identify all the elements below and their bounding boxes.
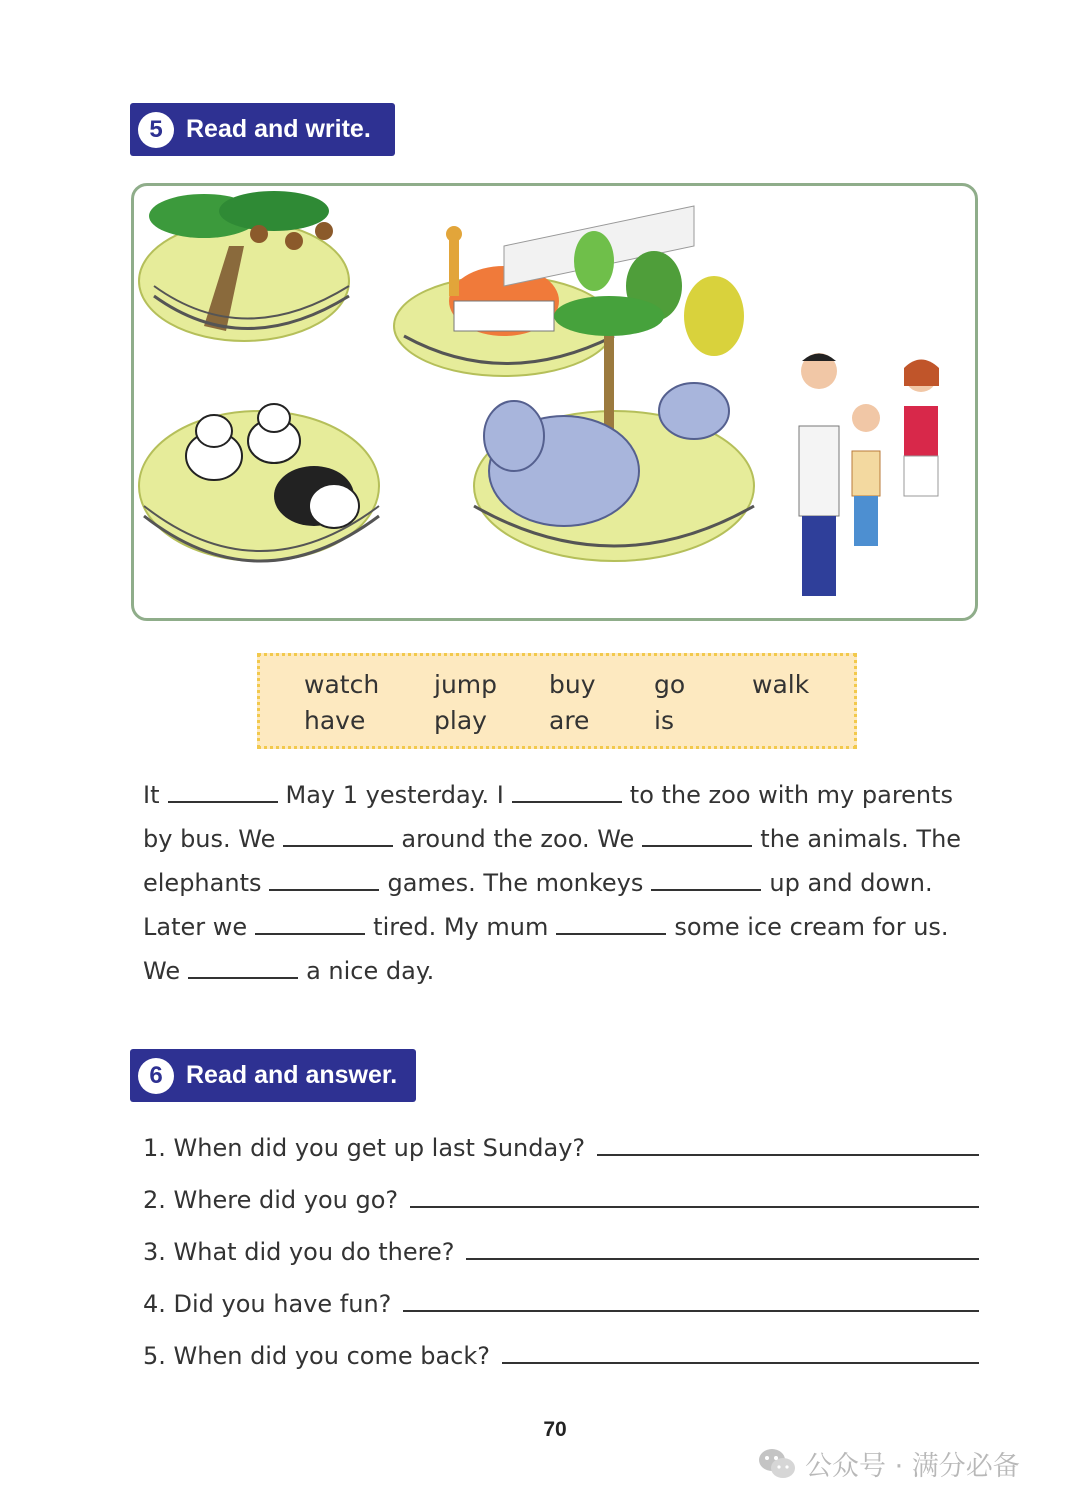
passage-text: the animals. The <box>760 825 962 853</box>
passage-text: We <box>143 957 181 985</box>
question-text: 5. When did you come back? <box>143 1342 490 1370</box>
passage-text: by bus. We <box>143 825 276 853</box>
passage-text: around the zoo. We <box>401 825 635 853</box>
word-watch: watch <box>304 670 380 699</box>
passage-text: a nice day. <box>306 957 435 985</box>
zoo-scene <box>134 186 975 618</box>
panda-enclosure <box>139 404 379 561</box>
passage-text: some ice cream for us. <box>674 913 949 941</box>
passage-line-1 <box>143 778 953 812</box>
giraffe-enclosure <box>394 206 744 376</box>
family-figures <box>799 353 939 596</box>
passage-line-5 <box>143 954 434 988</box>
question-text: 2. Where did you go? <box>143 1186 399 1214</box>
passage-text: to the zoo with my parents <box>629 781 954 809</box>
watermark-text: 公众号 · 满分必备 <box>805 1451 1020 1482</box>
monkey-enclosure <box>139 191 349 341</box>
passage-text: tired. My mum <box>373 913 549 941</box>
passage-line-3 <box>143 866 933 900</box>
answer-line[interactable] <box>466 1258 979 1260</box>
word-buy: buy <box>549 670 596 699</box>
word-are: are <box>549 706 590 735</box>
wechat-icon <box>757 1447 797 1481</box>
question-5 <box>143 1336 979 1370</box>
word-walk: walk <box>752 670 810 699</box>
answer-blank[interactable] <box>283 823 393 847</box>
passage-text: up and down. <box>769 869 933 897</box>
section-number: 6 <box>138 1058 174 1094</box>
answer-line[interactable] <box>403 1310 979 1312</box>
page-number: 70 <box>543 1418 567 1441</box>
passage-line-2 <box>143 822 961 856</box>
answer-blank[interactable] <box>255 911 365 935</box>
answer-blank[interactable] <box>512 779 622 803</box>
section-title: Read and write. <box>186 115 371 143</box>
passage-text: Later we <box>143 913 248 941</box>
passage-text: elephants <box>143 869 262 897</box>
answer-line[interactable] <box>502 1362 979 1364</box>
answer-blank[interactable] <box>556 911 666 935</box>
passage-text: games. The monkeys <box>387 869 644 897</box>
question-3 <box>143 1232 979 1266</box>
watermark <box>757 1444 1020 1483</box>
word-go: go <box>654 670 686 699</box>
section-6-header <box>130 1049 416 1102</box>
answer-blank[interactable] <box>168 779 278 803</box>
word-bank <box>257 653 857 749</box>
answer-line[interactable] <box>597 1154 979 1156</box>
word-play: play <box>434 706 487 735</box>
answer-blank[interactable] <box>269 867 379 891</box>
question-1 <box>143 1128 979 1162</box>
question-2 <box>143 1180 979 1214</box>
section-number: 5 <box>138 112 174 148</box>
question-text: 1. When did you get up last Sunday? <box>143 1134 586 1162</box>
section-5-header <box>130 103 395 156</box>
question-4 <box>143 1284 979 1318</box>
passage-text: It <box>143 781 160 809</box>
word-have: have <box>304 706 366 735</box>
answer-blank[interactable] <box>651 867 761 891</box>
answer-blank[interactable] <box>188 955 298 979</box>
zoo-illustration <box>131 183 978 621</box>
passage-line-4 <box>143 910 949 944</box>
answer-blank[interactable] <box>642 823 752 847</box>
answer-line[interactable] <box>410 1206 979 1208</box>
word-jump: jump <box>434 670 498 699</box>
section-title: Read and answer. <box>186 1061 398 1089</box>
question-text: 4. Did you have fun? <box>143 1290 392 1318</box>
passage-text: May 1 yesterday. I <box>285 781 504 809</box>
question-text: 3. What did you do there? <box>143 1238 455 1266</box>
word-is: is <box>654 706 674 735</box>
